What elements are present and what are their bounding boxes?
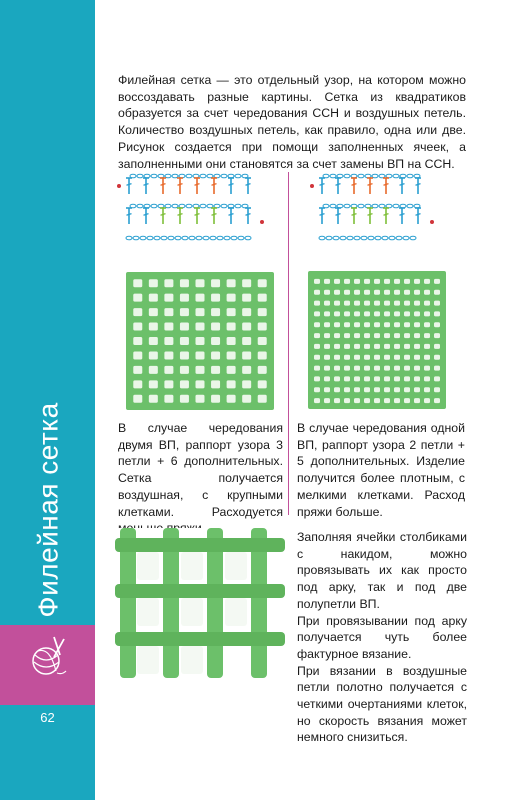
filet-sample-large-cells-photo [122,268,278,416]
bottom-paragraph-2: При провязывании под арку получается чуть более фактурное вязание. [297,613,467,661]
sidebar-title: Филейная сетка [33,402,65,618]
yarn-ball-icon [28,635,68,679]
intro-paragraph: Филейная сетка — это отдельный узор, на котором можно воссоздавать разные картины. Сетка из квадратиков образуется за счет чередования ССН и воздушных петель. Количество воздушных петель, как правило, одна или две. Рисунок создается при помощи заполненных ячеек, а заполненными они становятся за счет замены ВП на ССН. [118,73,466,171]
bottom-description [297,529,467,746]
crochet-chart-two-chain [115,168,283,248]
filet-closeup-photo [115,528,285,678]
crochet-chart-one-chain [308,168,448,248]
column-divider [288,172,289,515]
left-description [118,420,283,537]
left-description-text: В случае чередования двумя ВП, раппорт узора 3 петли + 6 дополнительных. Сетка получается воздушная, с крупными клетками. Расходуется [118,421,283,519]
right-description [297,420,465,520]
bottom-paragraph-1: Заполняя ячейки столбиками с накидом, можно провязывать их как просто под арку, так и под две полупетли ВП. [297,530,467,611]
filet-sample-small-cells-photo [302,268,450,414]
bottom-paragraph-3: При вязании в воздушные петли полотно получается с четкими очертаниями клеток, но скорость вязания может немного снизиться. [297,663,467,745]
page-number: 62 [40,710,55,725]
right-description-text: В случае чередования одной ВП, раппорт узора 2 петли + 5 дополнительных. Изделие получится более плотным, с мелкими клетками. Расход пряжи больше. [297,421,465,519]
watermark: PassionForum.ru [432,783,509,794]
